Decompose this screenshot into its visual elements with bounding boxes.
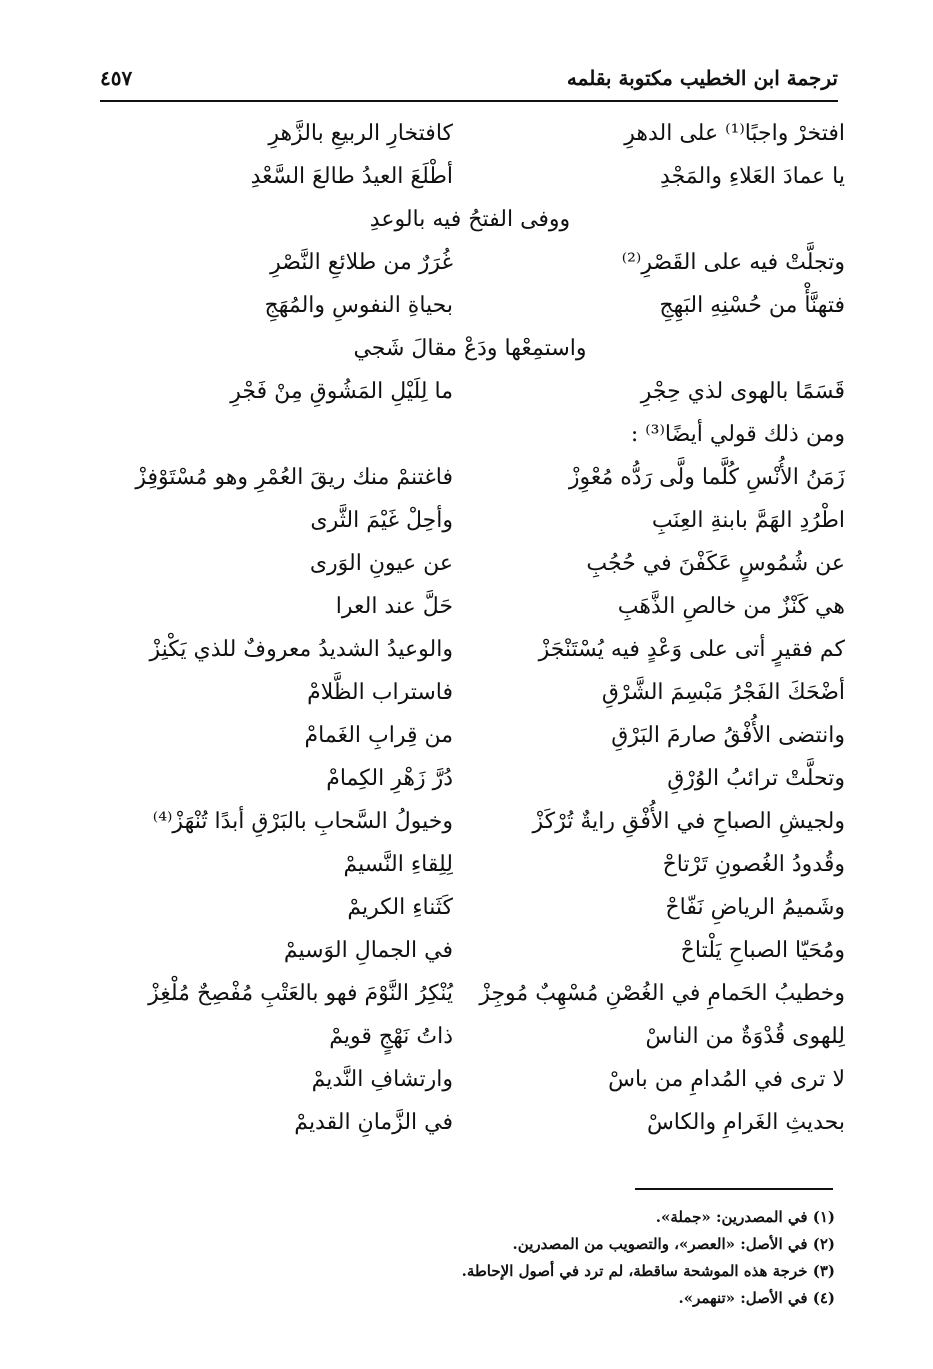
hemistich-right: بحديثِ الغَرامِ والكاسْ bbox=[646, 1110, 845, 1135]
verse-line bbox=[95, 800, 845, 843]
header-rule bbox=[100, 100, 838, 102]
hemistich-left: يُنْكِرُ النَّوْمَ فهو بالعَتْبِ مُفْصِحٌ مُلْغِزْ bbox=[148, 981, 453, 1006]
hemistich-left: في الزَّمانِ القديمْ bbox=[294, 1110, 453, 1135]
running-title: ترجمة ابن الخطيب مكتوبة بقلمه bbox=[566, 66, 838, 90]
hemistich-right: ولجيشِ الصباحِ في الأُفْقِ رايةٌ تُرْكَزْ bbox=[532, 809, 845, 834]
running-header bbox=[100, 60, 838, 96]
hemistich-left: من قِرابِ الغَمامْ bbox=[304, 723, 453, 748]
hemistich-left: أطْلَعَ العيدُ طالعَ السَّعْدِ bbox=[250, 164, 453, 189]
hemistich-right: زَمَنُ الأُنْسِ كُلَّما ولَّى رَدُّه مُعْوِزْ bbox=[568, 465, 845, 490]
footnote: (٢) في الأصل: «العصر»، والتصويب من المصدرين. bbox=[512, 1235, 835, 1253]
hemistich-left: والوعيدُ الشديدُ معروفٌ للذي يَكْنِزْ bbox=[149, 637, 453, 662]
hemistich-left: حَلَّ عند العرا bbox=[335, 594, 453, 619]
verse-line bbox=[95, 456, 845, 499]
verse-line bbox=[95, 757, 845, 800]
hemistich-left: كافتخارِ الربيعِ بالزَّهرِ bbox=[268, 121, 453, 146]
hemistich-right: ومُحَيّا الصباحِ يَلْتاحْ bbox=[680, 938, 845, 963]
verse-line bbox=[95, 1058, 845, 1101]
verse-line bbox=[95, 241, 845, 284]
hemistich-right: يا عمادَ العَلاءِ والمَجْدِ bbox=[660, 164, 845, 189]
hemistich-right: وخطيبُ الحَمامِ في الغُصْنِ مُسْهِبٌ مُوجِزْ bbox=[479, 981, 845, 1006]
footnote-rule bbox=[635, 1188, 833, 1190]
hemistich-right: وتجلَّتْ فيه على القَصْرِ⁽²⁾ bbox=[621, 250, 845, 275]
hemistich-left: وأحِلْ غَيْمَ الثَّرى bbox=[310, 508, 453, 533]
hemistich-right: وانتضى الأُفْقُ صارمَ البَرْقِ bbox=[611, 723, 845, 748]
hemistich-right: قَسَمًا بالهوى لذي حِجْرِ bbox=[640, 379, 845, 404]
hemistich-right: اطْرُدِ الهَمَّ بابنةِ العِنَبِ bbox=[651, 508, 845, 533]
verse-line bbox=[95, 1101, 845, 1144]
intro-text: ومن ذلك قولي أيضًا⁽³⁾ : bbox=[630, 422, 845, 447]
page-number: ٤٥٧ bbox=[100, 66, 133, 90]
verse-line bbox=[95, 843, 845, 886]
hemistich-left: في الجمالِ الوَسيمْ bbox=[283, 938, 453, 963]
verse-line bbox=[95, 284, 845, 327]
verse-line bbox=[95, 628, 845, 671]
footnote: (٤) في الأصل: «تنهمر». bbox=[678, 1289, 835, 1307]
hemistich-right: لا ترى في المُدامِ من باسْ bbox=[608, 1067, 845, 1092]
refrain: ووفى الفتحُ فيه بالوعدِ bbox=[369, 207, 571, 232]
hemistich-left: لِلِقاءِ النَّسيمْ bbox=[343, 852, 453, 877]
verse-line-centered bbox=[95, 327, 845, 370]
hemistich-right: أضْحَكَ الفَجْرُ مَبْسِمَ الشَّرْقِ bbox=[601, 680, 845, 705]
verse-line bbox=[95, 972, 845, 1015]
footnotes bbox=[100, 1204, 835, 1312]
hemistich-right: فتهنَّأْ من حُسْنِهِ البَهِجِ bbox=[659, 293, 845, 318]
hemistich-left: وارتشافِ النَّديمْ bbox=[311, 1067, 453, 1092]
refrain: واستمِعْها ودَعْ مقالَ شَجي bbox=[353, 336, 587, 361]
hemistich-left: ما لِلَيْلِ المَشُوقِ مِنْ فَجْرِ bbox=[230, 379, 453, 404]
hemistich-right: هي كَنْزٌ من خالصِ الذَّهَبِ bbox=[617, 594, 845, 619]
verse-line bbox=[95, 714, 845, 757]
hemistich-right: وتحلَّتْ ترائبُ الوُرْقِ bbox=[667, 766, 845, 791]
hemistich-left: فاستراب الظَّلامْ bbox=[307, 680, 453, 705]
verse-line bbox=[95, 1015, 845, 1058]
hemistich-left: غُرَرٌ من طلائعِ النَّصْرِ bbox=[270, 250, 453, 275]
hemistich-left: بحياةِ النفوسِ والمُهَجِ bbox=[264, 293, 453, 318]
hemistich-right: عن شُمُوسٍ عَكَفْنَ في حُجُبِ bbox=[586, 551, 845, 576]
verse-line bbox=[95, 585, 845, 628]
verse-line bbox=[95, 370, 845, 413]
hemistich-left: وخيولُ السَّحابِ بالبَرْقِ أبدًا تُنْهَزْ⁽⁴⁾ bbox=[152, 809, 453, 834]
verse-line bbox=[95, 499, 845, 542]
hemistich-left: دُرَّ زَهْرِ الكِمامْ bbox=[326, 766, 453, 791]
hemistich-right: لِلهوى قُدْوَةٌ من الناسْ bbox=[645, 1024, 845, 1049]
footnote: (٣) خرجة هذه الموشحة ساقطة، لم ترد في أصول الإحاطة. bbox=[461, 1262, 835, 1280]
poem-body bbox=[95, 112, 845, 1144]
verse-line bbox=[95, 886, 845, 929]
verse-line-centered bbox=[95, 198, 845, 241]
prose-line bbox=[95, 413, 845, 456]
hemistich-right: وقُدودُ الغُصونِ تَرْتاحْ bbox=[662, 852, 845, 877]
footnote: (١) في المصدرين: «جملة». bbox=[655, 1208, 835, 1226]
hemistich-left: فاغتنمْ منك ريقَ العُمْرِ وهو مُسْتَوْفِزْ bbox=[135, 465, 453, 490]
hemistich-right: افتخرْ واجبًا⁽¹⁾ على الدهرِ bbox=[624, 121, 845, 146]
hemistich-right: كم فقيرٍ أتى على وَعْدٍ فيه يُسْتَنْجَزْ bbox=[538, 637, 845, 662]
verse-line bbox=[95, 155, 845, 198]
verse-line bbox=[95, 542, 845, 585]
hemistich-left: عن عيونِ الوَرى bbox=[309, 551, 453, 576]
verse-line bbox=[95, 671, 845, 714]
verse-line bbox=[95, 112, 845, 155]
hemistich-left: كَثَناءِ الكريمْ bbox=[347, 895, 453, 920]
verse-line bbox=[95, 929, 845, 972]
hemistich-left: ذاتُ نَهْجٍ قويمْ bbox=[329, 1024, 453, 1049]
hemistich-right: وشَميمُ الرياضِ نَفّاحْ bbox=[665, 895, 845, 920]
